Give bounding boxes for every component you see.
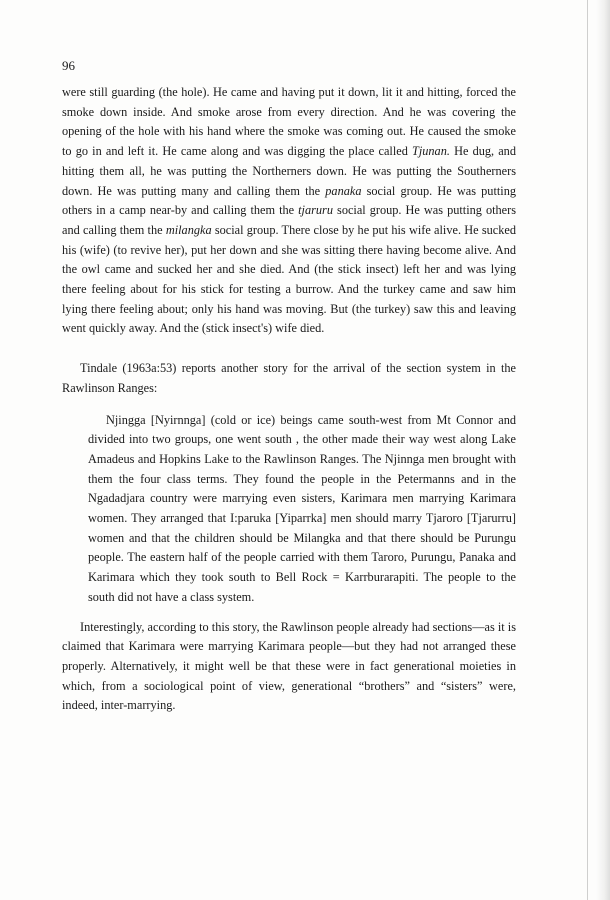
paragraph-tindale-intro: Tindale (1963a:53) reports another story for the arrival of the section system in the Rawlinson Ranges: (62, 361, 516, 395)
paragraph-story-continuation (62, 83, 516, 339)
text-run: social group. He was putting others in a camp near-by and calling them the (62, 183, 516, 218)
text-run: social group. There close by he put his wife alive. He sucked his (wife) (to revive her), put her down and she was sitting there having become alive. And the owl came and sucked her and she died. And (the stick insect) left her and was lying there feeling about for his stick for testing a burrow. And the turkey came and saw him lying there feeling about; only his hand was moving. But (the turkey) saw this and leaving went quickly away. And the (stick insect's) wife died. (62, 222, 517, 336)
text-run: He dug, and hitting them all, he was putting the Northerners down. He was putting the Southerners down. He was putting many and calling them the (62, 144, 516, 198)
page-edge-shadow (596, 0, 610, 900)
italic-place-name: Tjunan. (412, 144, 450, 159)
text-run: were still guarding (the hole). He came and having put it down, lit it and hitting, forced the smoke down inside. And smoke arose from every direction. And he was covering the opening of the hole with his hand where the smoke was coming out. He caused the smoke to go in and left it. He came along and was digging the place called (62, 85, 516, 159)
italic-term: milangka (165, 222, 212, 237)
page-number: 96 (62, 58, 75, 73)
page-fold-line (587, 0, 588, 900)
italic-term: tjaruru (298, 203, 333, 218)
paragraph-interpretation: Interestingly, according to this story, the Rawlinson people already had sections—as it is claimed that Karimara were marrying Karimara people—but they had not arranged these properly. Alternatively, it might well be that these were in fact generational moieties in which, from a sociological point of view, generational “brothers” and “sisters” were, indeed, inter-marrying. (62, 619, 516, 713)
text-run: social group. He was putting others and calling them the (62, 203, 516, 237)
italic-term: panaka (325, 183, 362, 198)
block-quote: Njingga [Nyirnnga] (cold or ice) beings came south-west from Mt Connor and divided into two groups, one went south , the other made their way west along Lake Amadeus and Hopkins Lake to the Rawlinson Ranges. The Njinnga men brought with them the four class terms. They found the people in the Petermanns and in the Ngadadjara country were marrying even sisters, Karimara men marrying Karimara women. They arranged that I:paruka [Yiparrka] men should marry Tjaroro [Tjarurru] women and that the children should be Milangka and that there should be Purungu people. The eastern half of the people carried with them Taroro, Purungu, Panaka and Karimara which they took south to Bell Rock = Karrburarapiti. The people to the south did not have a class system. (88, 412, 516, 604)
body-text (62, 83, 516, 716)
